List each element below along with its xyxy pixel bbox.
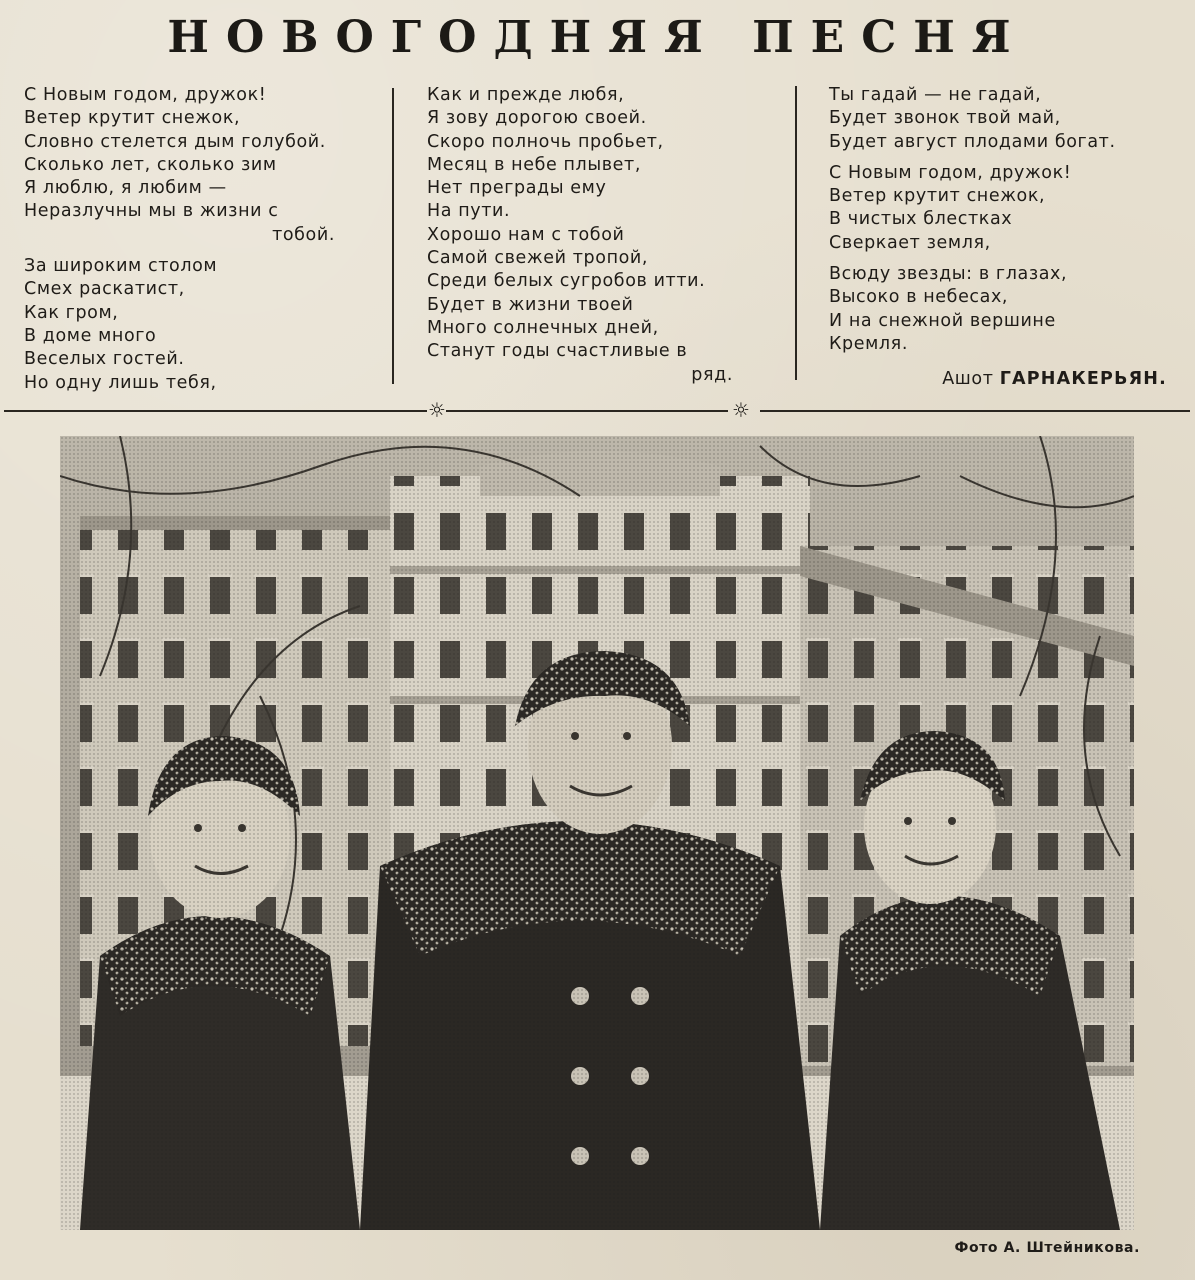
ornamental-rule	[446, 410, 728, 412]
poem-line: За широким столом	[24, 256, 218, 277]
poem-title: НОВОГОДНЯЯ ПЕСНЯ	[167, 12, 1028, 63]
poem-line: Сверкает земля,	[829, 232, 991, 253]
poem-line: тобой.	[272, 224, 335, 245]
stanza-gap	[829, 255, 1167, 263]
poem-column-2	[427, 84, 733, 387]
poem-line: Высоко в небесах,	[829, 287, 1009, 308]
poem-line: Будет август плодами богат.	[829, 131, 1116, 152]
poem-line: Ты гадай — не гадай,	[829, 85, 1042, 105]
snowflake-ornament-icon: ☼	[428, 398, 446, 422]
poem-line: На пути.	[427, 201, 511, 222]
photo-illustration	[60, 436, 1134, 1230]
halftone-overlay	[60, 436, 1134, 1230]
poem-line: С Новым годом, дружок!	[24, 85, 267, 105]
poem-line: Станут годы счастливые в	[427, 341, 688, 362]
poem-line: В чистых блестках	[829, 209, 1013, 230]
poem-line: Хорошо нам с тобой	[427, 224, 625, 245]
poem-line: Веселых гостей.	[24, 349, 185, 370]
poem-line: С Новым годом, дружок!	[829, 162, 1072, 183]
poem-line: Всюду звезды: в глазах,	[829, 264, 1068, 285]
stanza-gap	[829, 154, 1167, 162]
poem-line: В доме много	[24, 325, 157, 346]
poem-line: Неразлучны мы в жизни с	[24, 201, 279, 222]
poem-line: Я зову дорогою своей.	[427, 108, 647, 129]
poem-line: Я люблю, я любим —	[24, 178, 227, 199]
poem-line: Кремля.	[829, 333, 908, 354]
poem-line: Словно стелется дым голубой.	[24, 131, 326, 152]
photo-credit: Фото А. Штейникова.	[954, 1240, 1140, 1256]
poem-line: Много солнечных дней,	[427, 317, 659, 338]
author-signature	[829, 368, 1167, 391]
poem-line: Сколько лет, сколько зим	[24, 154, 277, 175]
poem-line: Месяц в небе плывет,	[427, 154, 641, 175]
poem-line: И на снежной вершине	[829, 310, 1056, 331]
ornamental-rule	[760, 410, 1190, 412]
poem-line: Ветер крутит снежок,	[829, 186, 1046, 207]
poem-line: ряд.	[691, 364, 733, 385]
poem-line: Смех раскатист,	[24, 279, 185, 300]
newspaper-photograph	[60, 436, 1134, 1230]
stanza-gap	[24, 247, 369, 255]
poem-line: Среди белых сугробов итти.	[427, 271, 706, 292]
poem-line: Как гром,	[24, 302, 119, 323]
poem-line: Скоро полночь пробьет,	[427, 131, 664, 152]
snowflake-ornament-icon: ☼	[732, 398, 750, 422]
poem-line: Будет звонок твой май,	[829, 108, 1061, 129]
poem-line: Нет преграды ему	[427, 178, 607, 199]
column-divider	[795, 86, 797, 380]
poem-line: Самой свежей тропой,	[427, 248, 649, 269]
poem-line: Но одну лишь тебя,	[24, 372, 217, 393]
poem-line: Ветер крутит снежок,	[24, 108, 241, 129]
poem-line: Будет в жизни твоей	[427, 294, 634, 315]
poem-column-3	[829, 84, 1167, 392]
poem-column-1	[24, 84, 369, 395]
author-first-name: Ашот	[942, 369, 994, 390]
poem-line: Как и прежде любя,	[427, 85, 625, 105]
ornamental-rule	[4, 410, 427, 412]
author-surname: ГАРНАКЕРЬЯН.	[999, 369, 1167, 390]
column-divider	[392, 88, 394, 384]
